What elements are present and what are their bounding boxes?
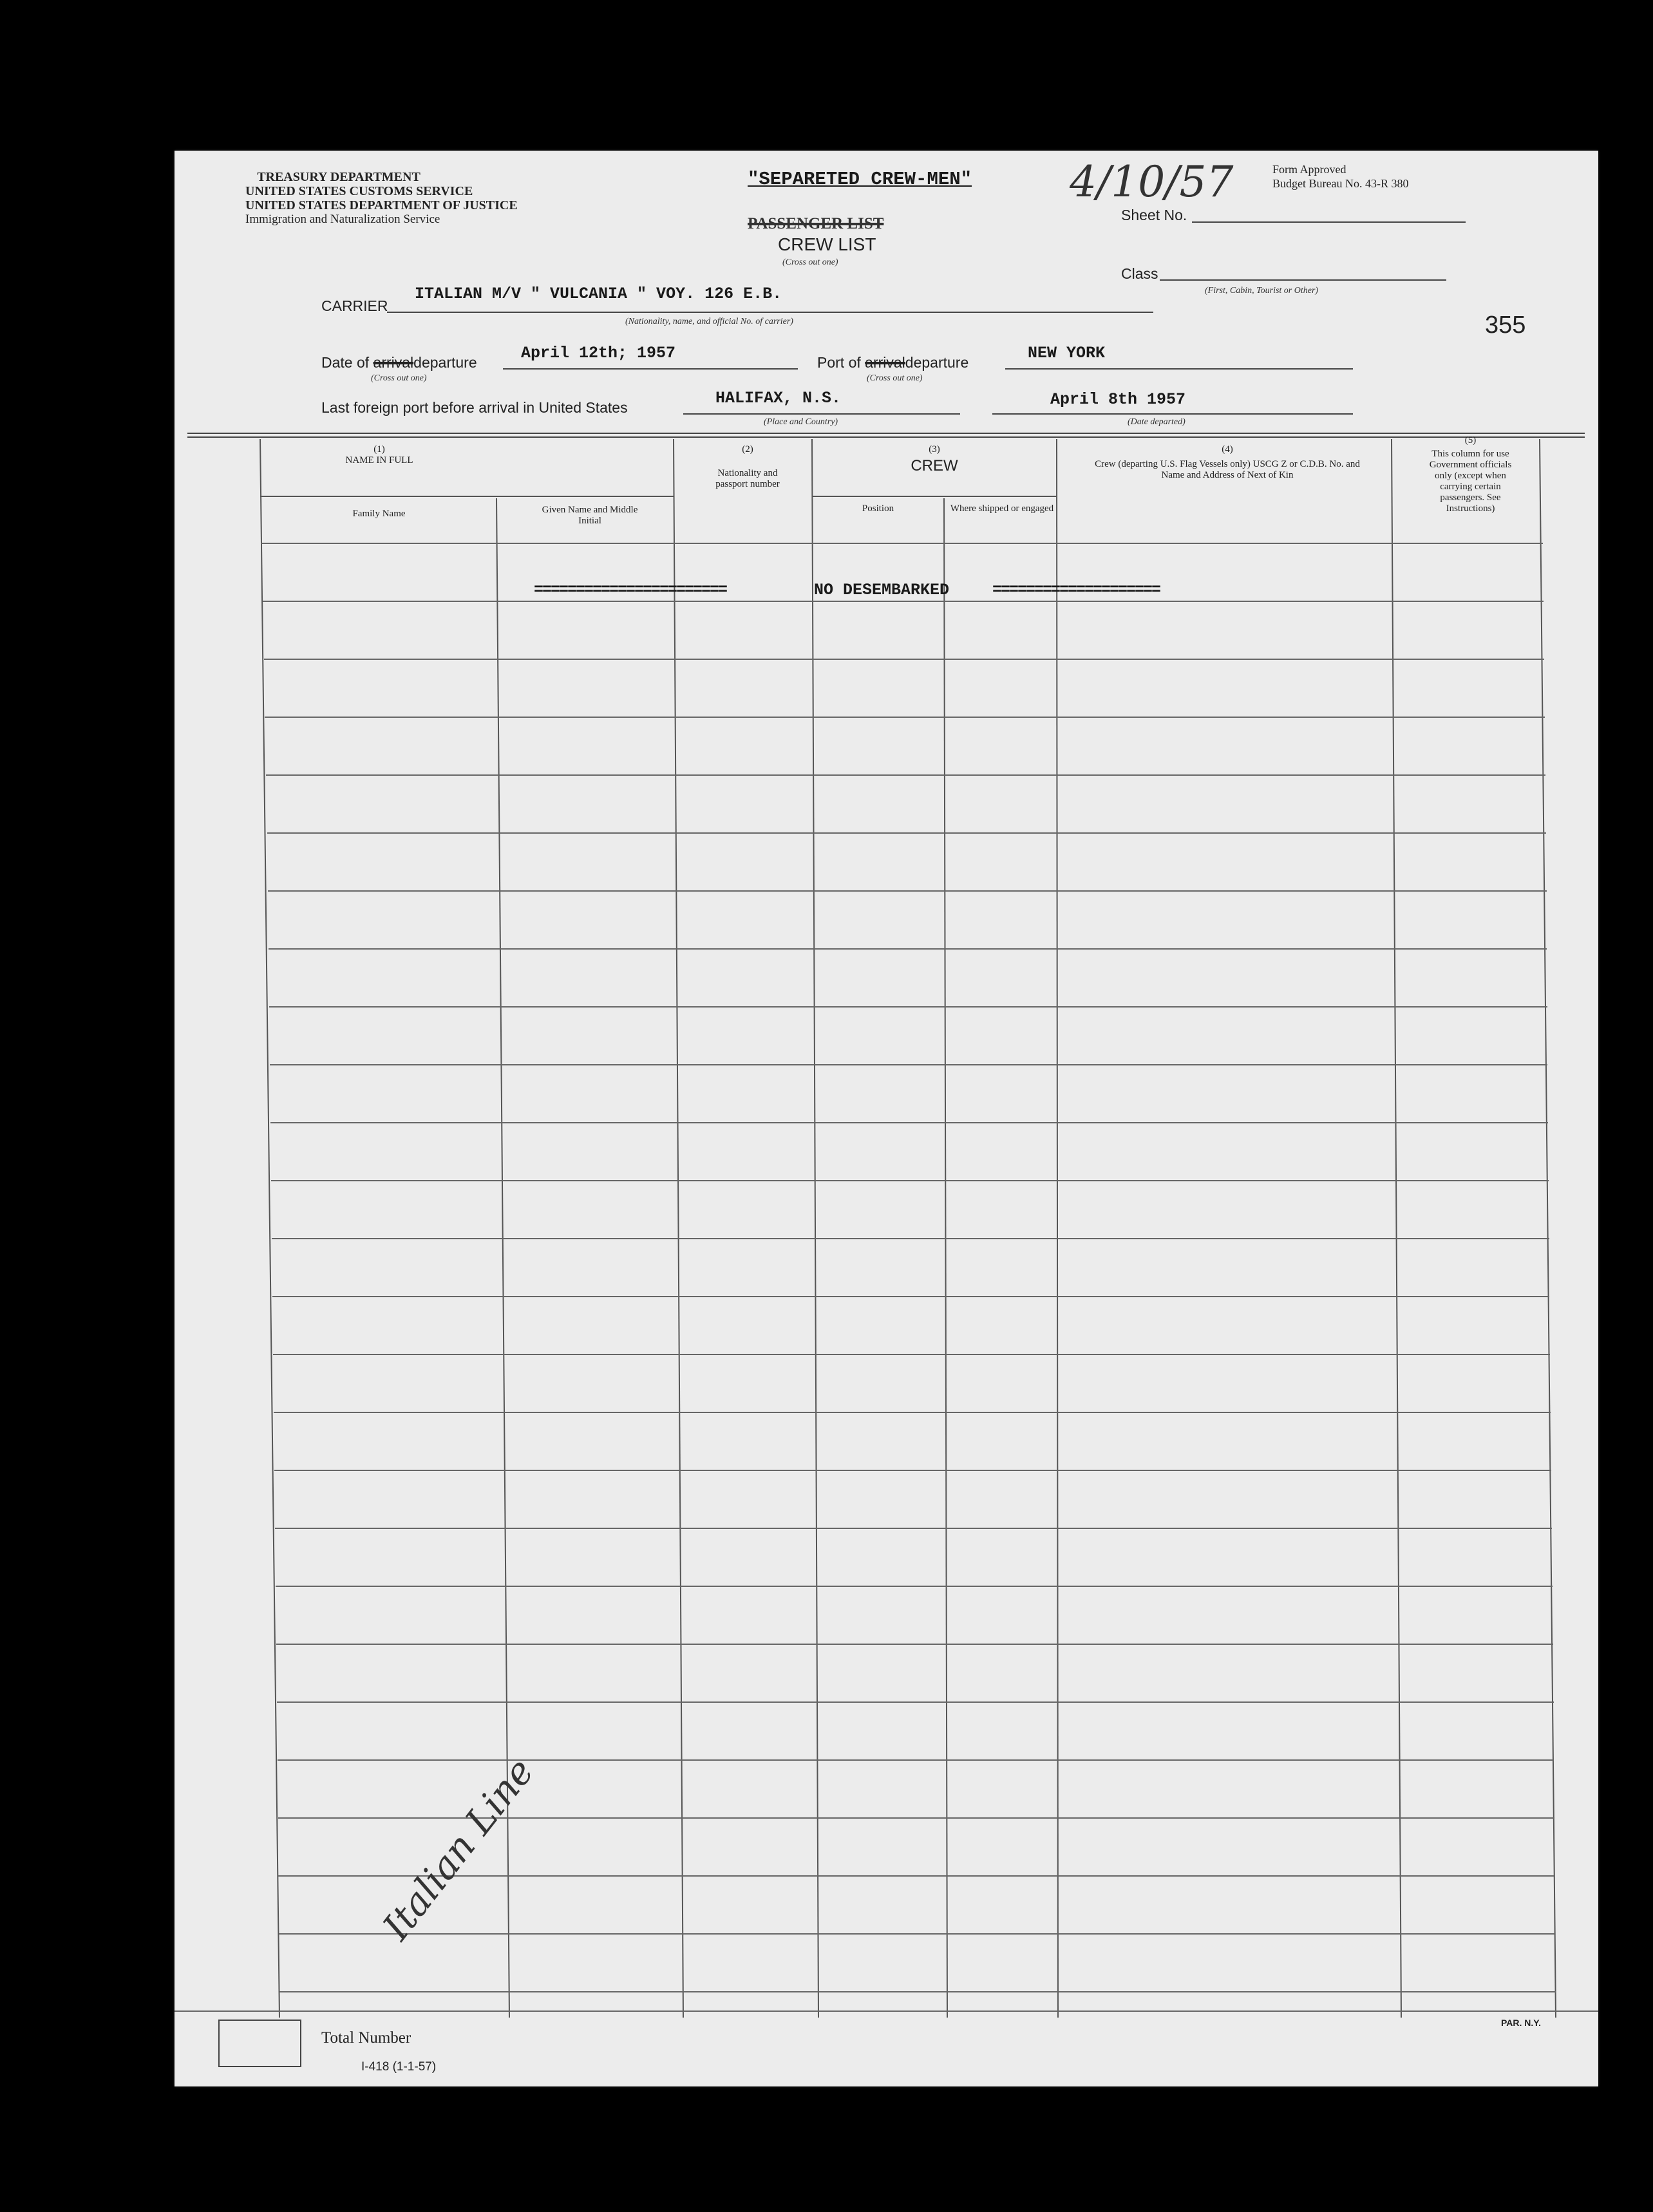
agency-line-4: Immigration and Naturalization Service	[245, 212, 440, 226]
carrier-note: (Nationality, name, and official No. of carrier)	[625, 317, 793, 326]
col1-num: (1)	[373, 444, 385, 455]
date-departed-note: (Date departed)	[1128, 417, 1185, 427]
col3-num: (3)	[929, 444, 940, 455]
carrier-value: ITALIAN M/V " VULCANIA " VOY. 126 E.B.	[415, 285, 782, 303]
carrier-label: CARRIER	[321, 297, 388, 314]
agency-line-3: UNITED STATES DEPARTMENT OF JUSTICE	[245, 198, 518, 212]
entry-dashes-left: =======================	[534, 581, 727, 599]
class-label: Class	[1121, 265, 1158, 282]
place-note: (Place and Country)	[764, 417, 838, 427]
page-number: 355	[1485, 312, 1526, 339]
col3-header	[812, 444, 1057, 474]
departure-date-value: April 12th; 1957	[521, 344, 676, 362]
col2-num: (2)	[742, 444, 753, 455]
date-label-post: departure	[413, 354, 477, 371]
port-cross-note: (Cross out one)	[867, 373, 923, 383]
date-label-crossed: arrival	[373, 354, 414, 371]
sheet-no-label: Sheet No.	[1121, 207, 1187, 223]
col1-header	[260, 444, 498, 466]
col5-num: (5)	[1464, 435, 1477, 445]
last-port-value: HALIFAX, N.S.	[715, 389, 842, 408]
entry-text: NO DESEMBARKED	[814, 581, 950, 599]
col5-header	[1398, 435, 1543, 514]
col1b-header: Given Name and Middle Initial	[542, 505, 638, 526]
col3b-header: Where shipped or engaged	[950, 503, 1054, 514]
form-code: I-418 (1-1-57)	[361, 2060, 437, 2074]
date-departed-value: April 8th 1957	[1050, 390, 1186, 409]
port-label-pre: Port of	[817, 354, 861, 371]
col4-num: (4)	[1222, 444, 1233, 455]
total-number-label: Total Number	[321, 2029, 411, 2047]
class-note: (First, Cabin, Tourist or Other)	[1205, 286, 1319, 295]
total-number-box	[218, 2020, 301, 2067]
col1-title: NAME IN FULL	[345, 455, 413, 465]
col2-title: Nationality and passport number	[715, 468, 780, 489]
table-rows	[261, 543, 1556, 1992]
col5-title: This column for use Government officials only (except when carrying certain passengers. See Instructions)	[1429, 449, 1512, 514]
port-value: NEW YORK	[1028, 344, 1106, 362]
handwritten-date: 4/10/57	[1070, 157, 1234, 207]
agency-line-2: UNITED STATES CUSTOMS SERVICE	[245, 184, 473, 198]
table-grid	[175, 151, 1598, 2086]
crew-list-form	[175, 151, 1598, 2086]
col4-title: Crew (departing U.S. Flag Vessels only) USCG Z or C.D.B. No. and Name and Address of Next of Kin	[1095, 459, 1360, 480]
port-label-crossed: arrival	[865, 354, 905, 371]
form-title: CREW LIST	[778, 234, 876, 254]
date-cross-note: (Cross out one)	[371, 373, 427, 383]
printer-mark: PAR. N.Y.	[1501, 2018, 1541, 2028]
col2-header	[683, 444, 812, 490]
italian-line-signature: Italian Line	[374, 1750, 543, 1948]
agency-line-1: TREASURY DEPARTMENT	[257, 170, 420, 184]
entry-dashes-right: ====================	[992, 581, 1160, 599]
col3-title: CREW	[911, 457, 958, 474]
typed-title: "SEPARETED CREW-MEN"	[748, 169, 972, 190]
form-title-note: (Cross out one)	[782, 258, 838, 267]
port-label-post: departure	[905, 354, 969, 371]
last-port-label: Last foreign port before arrival in United States	[321, 399, 628, 416]
crossed-word: PASSENGER LIST	[748, 215, 884, 232]
date-label-pre: Date of	[321, 354, 370, 371]
col3a-header: Position	[862, 503, 894, 514]
form-approved-text: Form Approved	[1272, 163, 1346, 176]
budget-bureau-text: Budget Bureau No. 43-R 380	[1272, 177, 1409, 190]
col4-header	[1066, 444, 1388, 481]
col1a-header: Family Name	[352, 509, 406, 519]
